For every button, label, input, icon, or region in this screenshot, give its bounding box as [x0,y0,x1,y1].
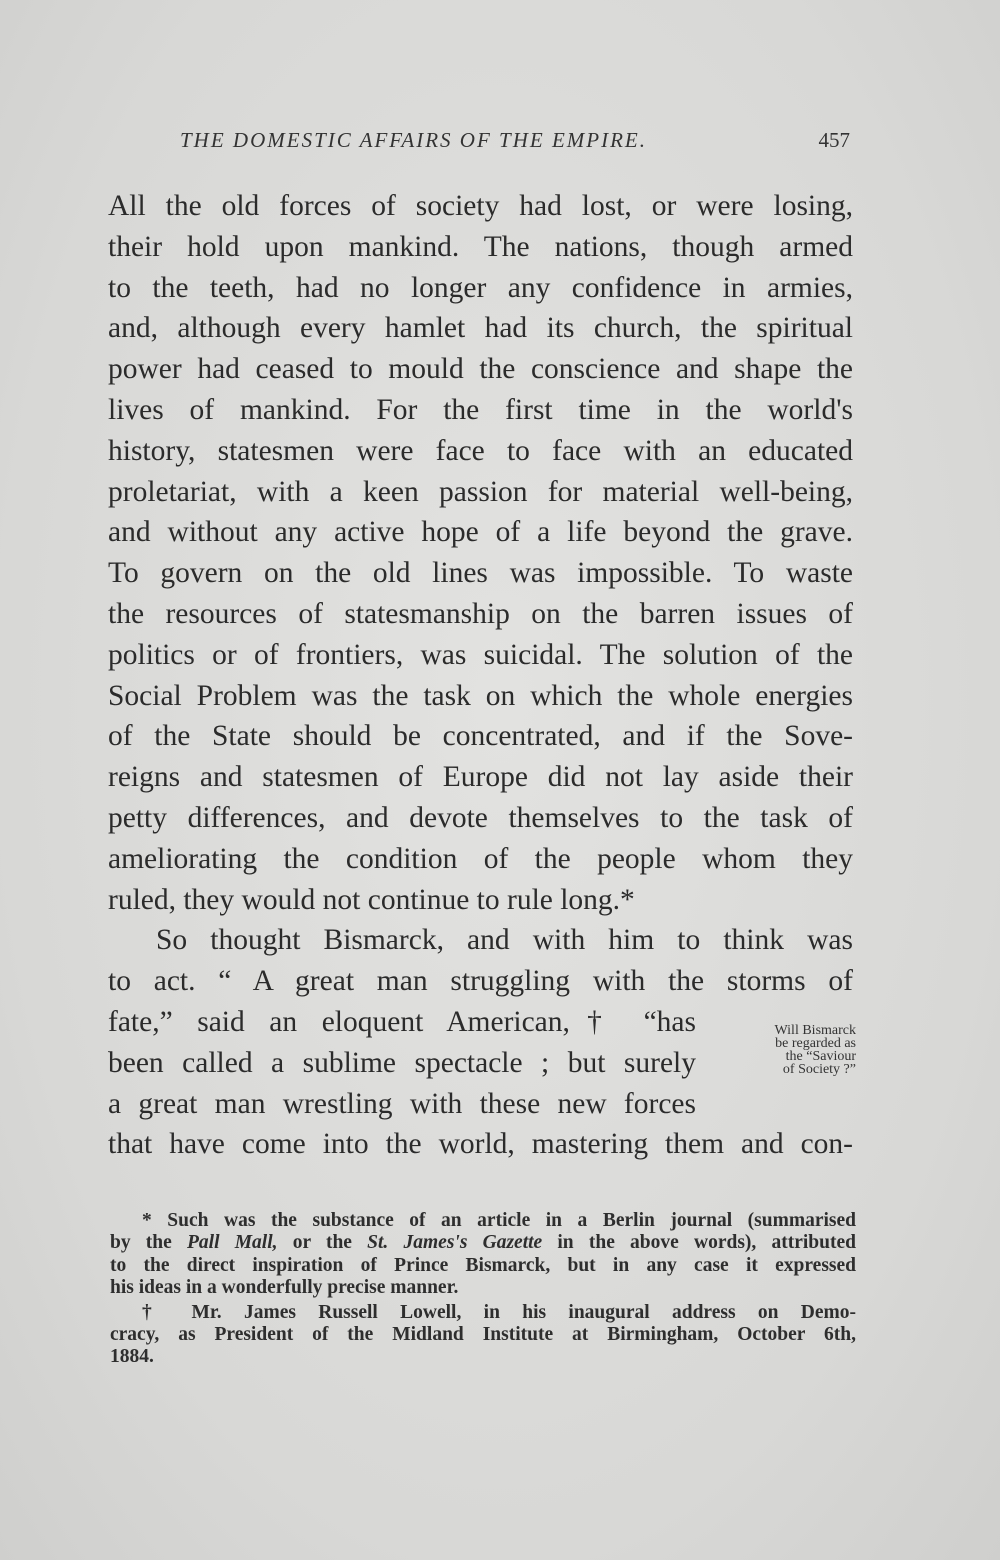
body-line: been called a sublime spectacle ; but surely [108,1046,696,1079]
body-line: their hold upon mankind. The nations, though armed [108,230,853,263]
margin-note-line: of Society ?” [782,1062,856,1077]
body-line: and, although every hamlet had its church, the spiritual [108,312,853,345]
footnote-line: to the direct inspiration of Prince Bismarck, but in any case it expressed [110,1254,856,1276]
body-line: and without any active hope of a life beyond the grave. [108,516,853,549]
body-text [108,186,853,1165]
margin-note-line: be regarded as [775,1036,856,1051]
footnote-text: or the [277,1232,368,1254]
footnote-italic-title: St. James's Gazette [367,1232,543,1254]
body-line: reigns and statesmen of Europe did not lay aside their [108,761,853,794]
body-line: that have come into the world, mastering them and con- [108,1128,853,1161]
body-line: ameliorating the condition of the people whom they [108,842,853,875]
body-line: to act. “ A great man struggling with the storms of [108,965,853,998]
body-line: lives of mankind. For the first time in the world's [108,393,853,426]
body-line: power had ceased to mould the conscience and shape the [108,353,853,386]
body-line: to the teeth, had no longer any confidence in armies, [108,271,853,304]
body-line: politics or of frontiers, was suicidal. The solution of the [108,638,853,671]
footnote-line: † Mr. James Russell Lowell, in his inaugural address on Demo- [142,1301,856,1323]
footnote-line: 1884. [110,1346,154,1368]
body-line: Social Problem was the task on which the whole energies [108,679,853,712]
margin-note-line: the “Saviour [785,1049,856,1064]
body-line: a great man wrestling with these new forces [108,1087,696,1120]
footnote-line: his ideas in a wonderfully precise manner. [110,1277,459,1299]
margin-note [716,1024,856,1076]
footnote-line: * Such was the substance of an article in a Berlin journal (summarised [142,1210,856,1231]
body-line: proletariat, with a keen passion for material well-being, [108,475,853,508]
margin-note-line: Will Bismarck [774,1023,856,1038]
body-line: To govern on the old lines was impossible. To waste [108,557,853,590]
footnote-line: cracy, as President of the Midland Institute at Birmingham, October 6th, [110,1324,856,1346]
page-number: 457 [818,128,850,152]
footnote-text: by the [110,1232,187,1254]
body-line: fate,” said an eloquent American,† “has [108,1005,696,1038]
body-line: ruled, they would not continue to rule long.* [108,883,635,916]
footnote-line [110,1232,856,1254]
chapter-title: THE DOMESTIC AFFAIRS OF THE EMPIRE. [180,128,648,152]
running-header [180,128,850,158]
body-line: history, statesmen were face to face with an educated [108,434,853,467]
footnote-text: in the above words), attributed [542,1232,856,1254]
body-line: petty differences, and devote themselves to the task of [108,801,853,834]
footnotes [110,1210,856,1369]
body-line: the resources of statesmanship on the barren issues of [108,597,853,630]
body-line: of the State should be concentrated, and if the Sove- [108,720,853,753]
footnote-italic-title: Pall Mall, [187,1232,278,1254]
body-line: So thought Bismarck, and with him to think was [156,924,853,957]
body-line: All the old forces of society had lost, or were losing, [108,190,853,222]
